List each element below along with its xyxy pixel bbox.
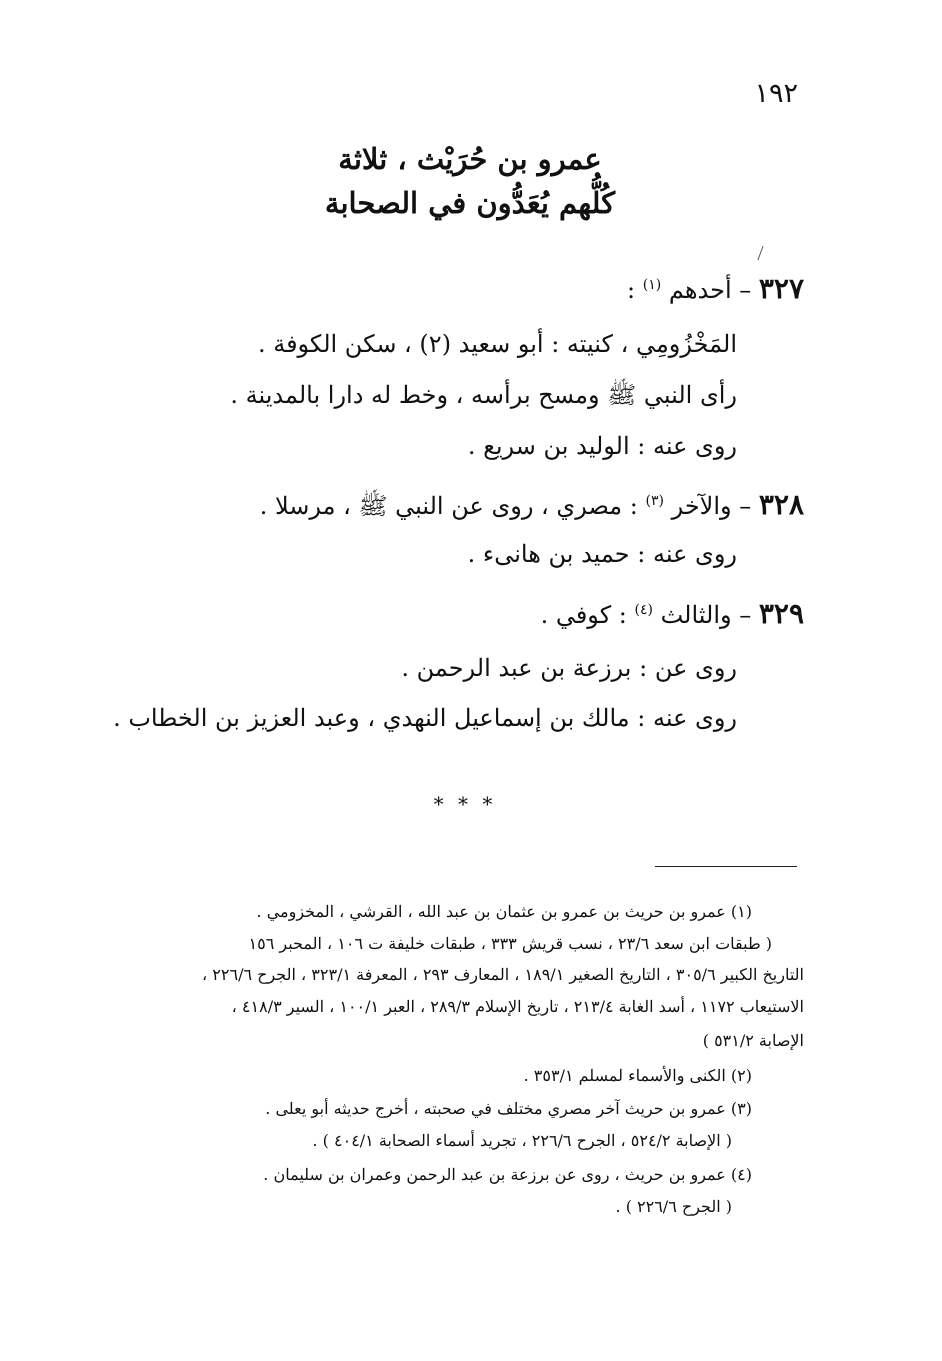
footnote-2: (٢) الكنى والأسماء لمسلم ٣٥٣/١ . <box>523 1066 752 1085</box>
footnote-3-sources: ( الإصابة ٥٢٤/٢ ، الجرح ٢٢٦/٦ ، تجريد أسماء الصحابة ٤٠٤/١ ) . <box>312 1131 732 1150</box>
entry-head-tail: : <box>627 276 636 304</box>
entry-head-tail: : كوفي . <box>540 601 627 629</box>
footnote-ref: (٤) <box>634 602 653 618</box>
entry-329-heading <box>541 597 804 630</box>
section-separator: * * * <box>433 792 497 816</box>
footnote-1-sources: التاريخ الكبير ٣٠٥/٦ ، التاريخ الصغير ١٨٩/١ ، المعارف ٢٩٣ ، المعرفة ٣٢٣/١ ، الجرح ٢٢٦/٦ ، <box>202 965 804 984</box>
footnote-ref: (١) <box>642 277 662 293</box>
footnote-1-sources: ( طبقات ابن سعد ٢٣/٦ ، نسب قريش ٣٣٣ ، طبقات خليفة ت ١٠٦ ، المحبر ١٥٦ <box>248 934 772 953</box>
entry-number: ٣٢٨ <box>758 488 804 521</box>
entry-head: – أحدهم <box>668 276 752 304</box>
entry-number: ٣٢٧ <box>758 272 804 305</box>
footnote-rule <box>655 866 797 867</box>
chapter-subtitle: كُلُّهم يُعَدُّون في الصحابة <box>324 186 616 220</box>
footnote-4: (٤) عمرو بن حريث ، روى عن برزعة بن عبد الرحمن وعمران بن سليمان . <box>263 1165 752 1184</box>
entry-head-tail: : مصري ، روى عن النبي ﷺ ، مرسلا . <box>259 492 638 520</box>
entry-328-heading <box>260 488 804 526</box>
entry-line: المَخْزُومِي ، كنيته : أبو سعيد (٢) ، سكن الكوفة . <box>257 330 737 358</box>
entry-head: – والآخر <box>671 492 752 520</box>
entry-line: روى عنه : مالك بن إسماعيل النهدي ، وعبد العزيز بن الخطاب . <box>113 704 737 732</box>
footnote-ref: (٣) <box>645 493 664 509</box>
entry-head: – والثالث <box>660 601 752 629</box>
entry-327-heading <box>627 272 804 305</box>
entry-line: روى عنه : حميد بن هانىء . <box>467 540 737 568</box>
entry-line: روى عن : برزعة بن عبد الرحمن . <box>401 654 737 682</box>
footnote-3: (٣) عمرو بن حريث آخر مصري مختلف في صحبته ، أخرج حديثه أبو يعلى . <box>265 1099 752 1118</box>
footnote-4-sources: ( الجرح ٢٢٦/٦ ) . <box>615 1197 732 1216</box>
page-number: ١٩٢ <box>754 78 798 109</box>
chapter-title: عمرو بن حُرَيْث ، ثلاثة <box>338 142 602 176</box>
entry-line: روى عنه : الوليد بن سريع . <box>467 432 737 460</box>
footnote-1-sources: الإصابة ٥٣١/٢ ) <box>702 1031 804 1050</box>
entry-line: رأى النبي ﷺ ومسح برأسه ، وخط له دارا بالمدينة . <box>230 381 737 409</box>
entry-number: ٣٢٩ <box>758 597 804 630</box>
footnote-1: (١) عمرو بن حريث بن عمرو بن عثمان بن عبد الله ، القرشي ، المخزومي . <box>256 902 752 921</box>
footnote-1-sources: الاستيعاب ١١٧٢ ، أسد الغابة ٢١٣/٤ ، تاريخ الإسلام ٢٨٩/٣ ، العبر ١٠٠/١ ، السير ٤١٨/٣ ، <box>231 997 804 1016</box>
pen-mark <box>757 246 769 260</box>
